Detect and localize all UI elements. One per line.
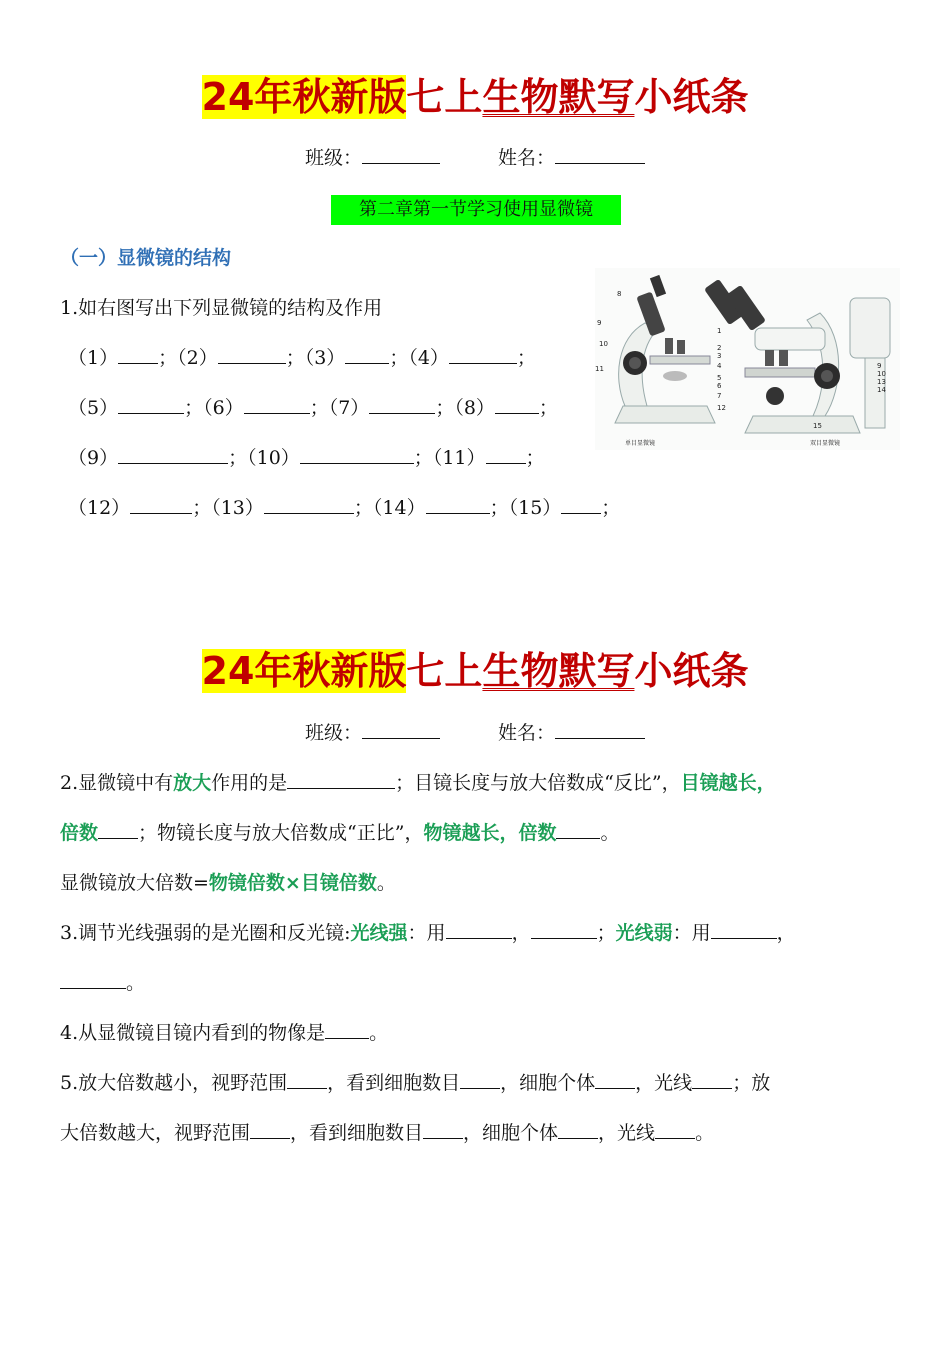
text: 作用的是 bbox=[211, 772, 288, 794]
blank-label: （12） bbox=[68, 497, 131, 519]
figure-number: 6 bbox=[717, 382, 722, 390]
answer-blank[interactable] bbox=[287, 1070, 327, 1089]
text: ， bbox=[776, 922, 796, 944]
blank-label: （2） bbox=[177, 347, 218, 369]
text: ，看到细胞数目 bbox=[290, 1122, 424, 1144]
answer-blank[interactable] bbox=[655, 1120, 695, 1139]
text: ，细胞个体 bbox=[500, 1072, 596, 1094]
class-blank[interactable] bbox=[362, 145, 440, 164]
text: ，看到细胞数目 bbox=[327, 1072, 461, 1094]
blank-label: （5） bbox=[68, 397, 119, 419]
text: 5.放大倍数越小，视野范围 bbox=[60, 1072, 288, 1094]
question-4 bbox=[60, 1019, 388, 1047]
text: ；放 bbox=[732, 1072, 771, 1094]
text: ：用 bbox=[407, 922, 446, 944]
separator: ； bbox=[353, 497, 373, 519]
blank-label: （6） bbox=[203, 397, 244, 419]
text: 2.显微镜中有 bbox=[60, 772, 174, 794]
microscope-diagram bbox=[595, 268, 900, 450]
answer-blank[interactable] bbox=[449, 345, 517, 364]
question-1: 1.如右图写出下列显微镜的结构及作用 bbox=[60, 297, 383, 319]
answer-blank[interactable] bbox=[692, 1070, 732, 1089]
slip1-title bbox=[0, 72, 950, 122]
separator: ； bbox=[516, 347, 536, 369]
blank-label: （1） bbox=[68, 347, 119, 369]
text: ，细胞个体 bbox=[463, 1122, 559, 1144]
figure-number: 13 bbox=[877, 378, 886, 386]
blank-row-2 bbox=[68, 394, 558, 422]
figure-number: 5 bbox=[717, 374, 722, 382]
text: 。 bbox=[369, 1022, 389, 1044]
separator: ； bbox=[389, 347, 409, 369]
question-3-line-2 bbox=[60, 969, 145, 997]
figure-number: 7 bbox=[717, 392, 722, 400]
separator: ； bbox=[192, 497, 212, 519]
text: 4.从显微镜目镜内看到的物像是 bbox=[60, 1022, 326, 1044]
section-heading: 第二章第一节学习使用显微镜 bbox=[331, 195, 621, 225]
answer-blank[interactable] bbox=[118, 345, 158, 364]
text: ， bbox=[511, 922, 531, 944]
name-label: 姓名： bbox=[498, 147, 556, 169]
separator: ； bbox=[538, 397, 558, 419]
figure-number: 11 bbox=[595, 365, 604, 373]
blank-row-1 bbox=[68, 344, 536, 372]
title-suffix: 小纸条 bbox=[634, 75, 749, 119]
highlight-text: 目镜越长， bbox=[680, 772, 776, 794]
text: 。 bbox=[695, 1122, 715, 1144]
answer-blank[interactable] bbox=[60, 970, 126, 989]
separator: ； bbox=[309, 397, 329, 419]
answer-blank[interactable] bbox=[423, 1120, 463, 1139]
figure-number: 4 bbox=[717, 362, 722, 370]
blank-label: （14） bbox=[372, 497, 426, 519]
blank-label: （3） bbox=[304, 347, 346, 369]
answer-blank[interactable] bbox=[561, 495, 601, 514]
figure-number: 12 bbox=[717, 404, 726, 412]
answer-blank[interactable] bbox=[218, 345, 286, 364]
text: ；物镜长度与放大倍数成“正比”， bbox=[138, 822, 424, 844]
class-label: 班级： bbox=[304, 722, 362, 744]
text: ；目镜长度与放大倍数成“反比”， bbox=[395, 772, 681, 794]
separator: ； bbox=[435, 397, 455, 419]
title-grade: 七上 bbox=[406, 75, 483, 119]
title-subject: 生物默写 bbox=[482, 649, 635, 693]
figure-number: 14 bbox=[877, 386, 886, 394]
question-2-line-2 bbox=[60, 819, 619, 847]
text: ，光线 bbox=[598, 1122, 656, 1144]
blank-row-3 bbox=[68, 444, 545, 472]
answer-blank[interactable] bbox=[287, 770, 395, 789]
answer-blank[interactable] bbox=[130, 495, 192, 514]
figure-number: 10 bbox=[599, 340, 608, 348]
figure-number: 10 bbox=[877, 370, 886, 378]
separator: ； bbox=[228, 447, 248, 469]
figure-number: 9 bbox=[597, 319, 602, 327]
blank-label: （4） bbox=[408, 347, 449, 369]
separator: ； bbox=[525, 447, 545, 469]
answer-blank[interactable] bbox=[300, 445, 414, 464]
highlight-text: 物镜倍数×目镜倍数 bbox=[208, 872, 377, 894]
slip2-title bbox=[0, 646, 950, 696]
separator: ； bbox=[601, 497, 621, 519]
figure-number: 9 bbox=[877, 362, 882, 370]
answer-blank[interactable] bbox=[118, 395, 184, 414]
answer-blank[interactable] bbox=[250, 1120, 290, 1139]
highlight-text: 光线弱 bbox=[615, 922, 673, 944]
question-3-line-1 bbox=[60, 919, 796, 947]
figure-caption: 双目显微镜 bbox=[810, 440, 841, 447]
answer-blank[interactable] bbox=[495, 395, 539, 414]
separator: ； bbox=[184, 397, 204, 419]
answer-blank[interactable] bbox=[595, 1070, 635, 1089]
text: 大倍数越大，视野范围 bbox=[60, 1122, 251, 1144]
subheading: （一）显微镜的结构 bbox=[60, 247, 232, 269]
text: 。 bbox=[600, 822, 620, 844]
figure-caption: 单目显微镜 bbox=[625, 440, 656, 447]
class-label: 班级： bbox=[304, 147, 362, 169]
separator: ； bbox=[489, 497, 509, 519]
microscope-figure bbox=[595, 268, 900, 450]
blank-row-4 bbox=[68, 494, 620, 522]
answer-blank[interactable] bbox=[325, 1020, 369, 1039]
text: ，光线 bbox=[635, 1072, 693, 1094]
answer-blank[interactable] bbox=[486, 445, 526, 464]
title-highlight: 24年秋新版 bbox=[201, 75, 407, 119]
title-suffix: 小纸条 bbox=[634, 649, 749, 693]
name-blank[interactable] bbox=[555, 720, 645, 739]
blank-label: （8） bbox=[454, 397, 495, 419]
highlight-text: 放大 bbox=[173, 772, 212, 794]
blank-label: （11） bbox=[432, 447, 486, 469]
answer-blank[interactable] bbox=[711, 920, 777, 939]
answer-blank[interactable] bbox=[98, 820, 138, 839]
figure-number: 1 bbox=[717, 327, 722, 335]
blank-label: （10） bbox=[247, 447, 300, 469]
slip2-student-info bbox=[0, 719, 950, 747]
answer-blank[interactable] bbox=[556, 820, 600, 839]
highlight-text: 物镜越长，倍数 bbox=[423, 822, 557, 844]
blank-label: （9） bbox=[68, 447, 119, 469]
answer-blank[interactable] bbox=[446, 920, 512, 939]
question-2-line-1 bbox=[60, 769, 776, 797]
figure-number: 3 bbox=[717, 352, 722, 360]
answer-blank[interactable] bbox=[460, 1070, 500, 1089]
figure-number: 15 bbox=[813, 422, 822, 430]
magnification-formula bbox=[60, 869, 396, 897]
answer-blank[interactable] bbox=[558, 1120, 598, 1139]
separator: ； bbox=[285, 347, 305, 369]
question-5-line-1 bbox=[60, 1069, 770, 1097]
text: ； bbox=[596, 922, 616, 944]
answer-blank[interactable] bbox=[531, 920, 597, 939]
text: 。 bbox=[376, 872, 396, 894]
separator: ； bbox=[158, 347, 178, 369]
question-5-line-2 bbox=[60, 1119, 714, 1147]
highlight-text: 倍数 bbox=[60, 822, 99, 844]
name-blank[interactable] bbox=[555, 145, 645, 164]
text: ：用 bbox=[672, 922, 711, 944]
blank-label: （15） bbox=[508, 497, 562, 519]
answer-blank[interactable] bbox=[264, 495, 354, 514]
highlight-text: 光线强 bbox=[350, 922, 408, 944]
class-blank[interactable] bbox=[362, 720, 440, 739]
figure-number: 2 bbox=[717, 344, 722, 352]
blank-label: （13） bbox=[211, 497, 264, 519]
answer-blank[interactable] bbox=[345, 345, 389, 364]
name-label: 姓名： bbox=[498, 722, 556, 744]
slip1-student-info bbox=[0, 144, 950, 172]
title-subject: 生物默写 bbox=[482, 75, 635, 119]
answer-blank[interactable] bbox=[369, 395, 435, 414]
answer-blank[interactable] bbox=[426, 495, 490, 514]
text: 显微镜放大倍数= bbox=[60, 872, 209, 894]
text: 。 bbox=[126, 972, 146, 994]
blank-label: （7） bbox=[328, 397, 370, 419]
text: 3.调节光线强弱的是光圈和反光镜: bbox=[60, 922, 351, 944]
title-highlight: 24年秋新版 bbox=[201, 649, 407, 693]
answer-blank[interactable] bbox=[118, 445, 228, 464]
answer-blank[interactable] bbox=[244, 395, 310, 414]
separator: ； bbox=[413, 447, 433, 469]
title-grade: 七上 bbox=[406, 649, 483, 693]
figure-number: 8 bbox=[617, 290, 622, 298]
